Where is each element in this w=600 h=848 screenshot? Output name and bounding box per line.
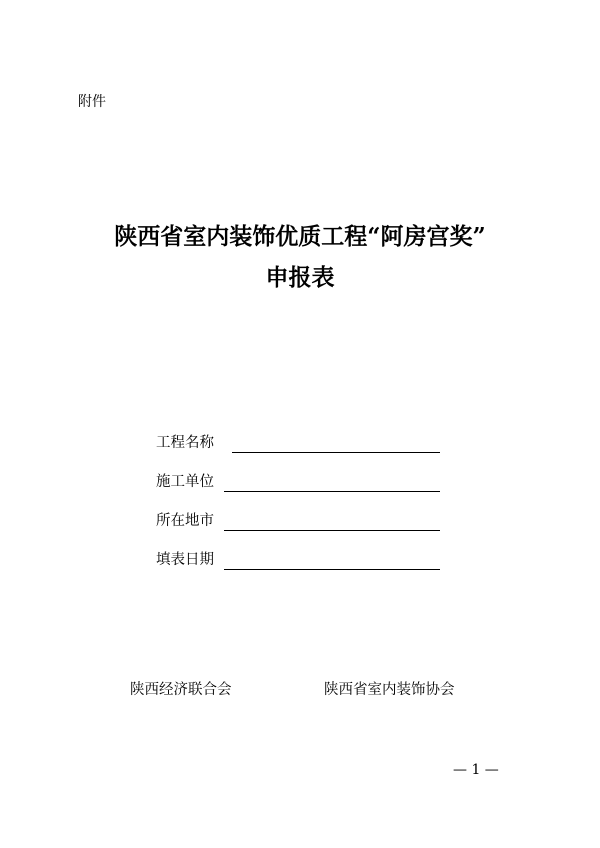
attachment-label: 附件: [78, 94, 106, 110]
application-form: [156, 432, 456, 588]
form-row-city: [156, 510, 456, 549]
form-row-project-name: [156, 432, 456, 471]
contractor-label: 施工单位: [156, 474, 214, 490]
form-row-contractor: [156, 471, 456, 510]
contractor-field[interactable]: [224, 491, 440, 492]
organization-decoration-association: 陕西省室内装饰协会: [324, 682, 455, 698]
document-title: 陕西省室内装饰优质工程“阿房宫奖”: [114, 223, 486, 250]
city-label: 所在地市: [156, 513, 214, 529]
form-row-fill-date: [156, 549, 456, 588]
page-number: — 1 —: [453, 762, 499, 778]
city-field[interactable]: [224, 530, 440, 531]
organization-economic-union: 陕西经济联合会: [130, 682, 232, 698]
project-name-label: 工程名称: [156, 435, 214, 451]
document-subtitle: 申报表: [265, 264, 335, 291]
fill-date-label: 填表日期: [156, 552, 214, 568]
project-name-field[interactable]: [232, 452, 440, 453]
fill-date-field[interactable]: [224, 569, 440, 570]
